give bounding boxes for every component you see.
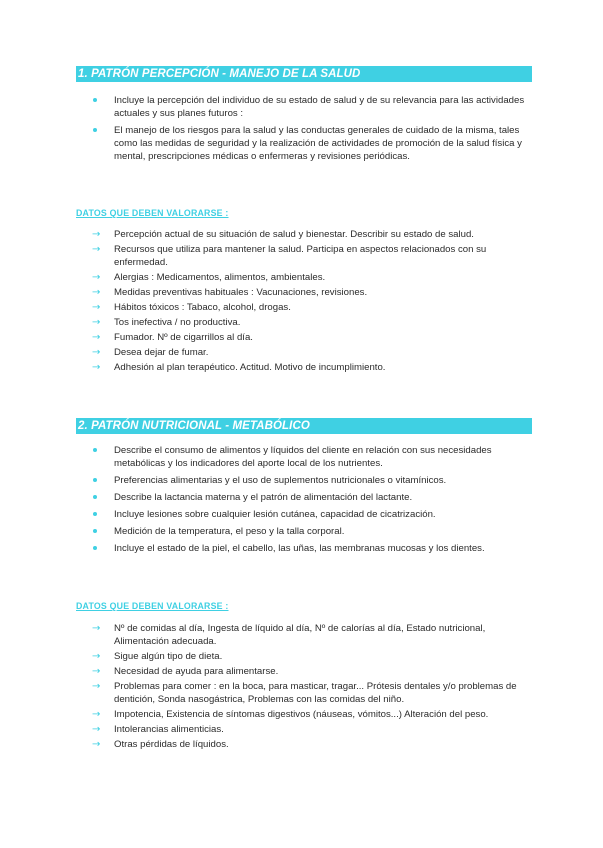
arrow-right-icon: → [92, 739, 101, 750]
list-item: → Otras pérdidas de líquidos. [92, 739, 229, 750]
arrow-right-icon: → [92, 272, 101, 283]
list-item: → Impotencia, Existencia de síntomas digestivos (náuseas, vómitos...) Alteración del peso. [92, 709, 489, 720]
section-2-items [76, 622, 536, 753]
bullet-item: El manejo de los riesgos para la salud y las conductas generales de cuidado de la misma, tales como las medidas de seguridad y la realización de actividades de promoción de la salud física y mental, prescripciones médicas o enfermeras y revisiones periódicas. [76, 124, 536, 163]
arrow-right-icon: → [92, 287, 101, 298]
list-item: → Adhesión al plan terapéutico. Actitud. Motivo de incumplimiento. [92, 362, 386, 373]
bullet-item: Describe el consumo de alimentos y líquidos del cliente en relación con sus necesidades metabólicas y los indicadores del aporte local de los nutrientes. [76, 444, 536, 470]
section-1-bullets [76, 94, 536, 167]
bullet-dot-icon [93, 529, 97, 533]
list-item: → Sigue algún tipo de dieta. [92, 651, 223, 662]
bullet-dot-icon [93, 448, 97, 452]
bullet-dot-icon [93, 546, 97, 550]
list-item: → Necesidad de ayuda para alimentarse. [92, 666, 279, 677]
arrow-right-icon: → [92, 623, 101, 634]
bullet-item: Incluye el estado de la piel, el cabello, las uñas, las membranas mucosas y los dientes. [76, 542, 536, 555]
section-2-bullets [76, 444, 536, 559]
bullet-item: Medición de la temperatura, el peso y la talla corporal. [76, 525, 536, 538]
list-item: → Alergias : Medicamentos, alimentos, ambientales. [92, 272, 326, 283]
bullet-dot-icon [93, 512, 97, 516]
arrow-right-icon: → [92, 229, 101, 240]
list-item: → Medidas preventivas habituales : Vacunaciones, revisiones. [92, 287, 368, 298]
bullet-item: Incluye lesiones sobre cualquier lesión cutánea, capacidad de cicatrización. [76, 508, 536, 521]
bullet-dot-icon [93, 98, 97, 102]
section-1-subhead: DATOS QUE DEBEN VALORARSE : [76, 208, 229, 218]
arrow-right-icon: → [92, 362, 101, 373]
list-item: → Problemas para comer : en la boca, para masticar, tragar... Prótesis dentales y/o problemas de dentición, Sonda nasogástrica, Problemas con las comidas del niño. [92, 681, 517, 705]
section-1-items [76, 228, 536, 376]
arrow-right-icon: → [92, 317, 101, 328]
section-2-subhead: DATOS QUE DEBEN VALORARSE : [76, 601, 229, 611]
arrow-right-icon: → [92, 347, 101, 358]
arrow-right-icon: → [92, 302, 101, 313]
arrow-right-icon: → [92, 724, 101, 735]
bullet-item: Describe la lactancia materna y el patrón de alimentación del lactante. [76, 491, 536, 504]
arrow-right-icon: → [92, 709, 101, 720]
bullet-dot-icon [93, 128, 97, 132]
bullet-item: Preferencias alimentarias y el uso de suplementos nutricionales o vitamínicos. [76, 474, 536, 487]
section-2-title: 2. PATRÓN NUTRICIONAL - METABÓLICO [76, 418, 532, 434]
list-item: → Tos inefectiva / no productiva. [92, 317, 241, 328]
list-item: → Desea dejar de fumar. [92, 347, 209, 358]
arrow-right-icon: → [92, 681, 101, 692]
list-item: → Recursos que utiliza para mantener la salud. Participa en aspectos relacionados con su enfermedad. [92, 244, 487, 268]
list-item: → Fumador. Nº de cigarrillos al día. [92, 332, 253, 343]
list-item: → Percepción actual de su situación de salud y bienestar. Describir su estado de salud. [92, 229, 474, 240]
arrow-right-icon: → [92, 244, 101, 255]
bullet-item: Incluye la percepción del individuo de su estado de salud y de su relevancia para las actividades actuales y sus planes futuros : [76, 94, 536, 120]
arrow-right-icon: → [92, 332, 101, 343]
arrow-right-icon: → [92, 651, 101, 662]
bullet-dot-icon [93, 478, 97, 482]
list-item: → Intolerancias alimenticias. [92, 724, 224, 735]
list-item: → Hábitos tóxicos : Tabaco, alcohol, drogas. [92, 302, 291, 313]
section-1-title: 1. PATRÓN PERCEPCIÓN - MANEJO DE LA SALUD [76, 66, 532, 82]
list-item: → Nº de comidas al día, Ingesta de líquido al día, Nº de calorías al día, Estado nutricional, Alimentación adecuada. [92, 623, 486, 647]
bullet-dot-icon [93, 495, 97, 499]
arrow-right-icon: → [92, 666, 101, 677]
